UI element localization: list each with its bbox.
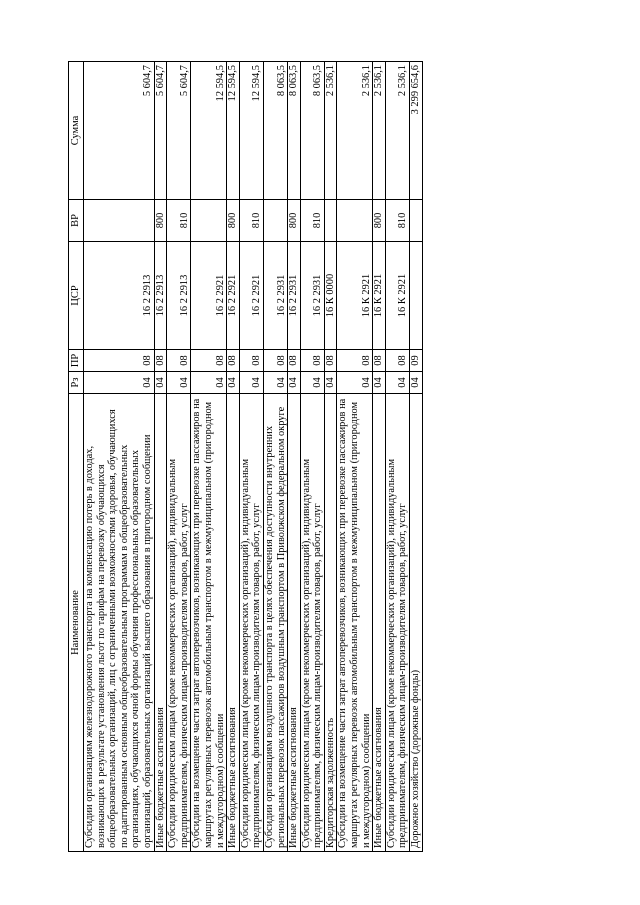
cell-name: Субсидии юридическим лицам (кроме некоммерческих организаций), индивидуальным предпринимателям, физическим лицам-производителям товаров, работ, услуг [385,394,409,852]
cell-pr: 08 [385,350,409,372]
cell-pr: 08 [263,350,287,372]
header-csr: ЦСР [69,242,84,350]
cell-rz: 04 [167,372,191,394]
cell-rz: 04 [324,372,337,394]
cell-vr [263,200,287,242]
cell-name: Субсидии на возмещение части затрат автоперевозчиков, возникающих при перевозке пассажиров на маршрутах регулярных перевозок автомобильным транспортом в межмуниципальном (пригородном и междугородном) сообщении [191,394,227,852]
cell-rz: 04 [239,372,263,394]
cell-csr: 16 К 2921 [385,242,409,350]
table-row [373,62,386,852]
header-name: Наименование [69,394,84,852]
table-row [337,62,373,852]
cell-sum: 3 299 654,6 [410,62,423,200]
cell-sum: 2 536,1 [385,62,409,200]
cell-vr [410,200,423,242]
header-pr: ПР [69,350,84,372]
cell-rz: 04 [300,372,324,394]
cell-name: Иные бюджетные ассигнования [373,394,386,852]
cell-vr [324,200,337,242]
cell-rz: 04 [263,372,287,394]
cell-pr: 08 [227,350,240,372]
cell-vr [84,200,155,242]
cell-rz: 04 [373,372,386,394]
cell-name: Субсидии юридическим лицам (кроме некоммерческих организаций), индивидуальным предпринимателям, физическим лицам-производителям товаров, работ, услуг [300,394,324,852]
table-row [227,62,240,852]
cell-sum: 8 063,5 [288,62,301,200]
cell-csr: 16 2 2931 [263,242,287,350]
header-sum: Сумма [69,62,84,200]
header-rz: Рз [69,372,84,394]
cell-vr: 800 [288,200,301,242]
cell-name: Субсидии на возмещение части затрат автоперевозчиков, возникающих при перевозке пассажиров на маршрутах регулярных перевозок автомобильным транспортом в межмуниципальном (пригородном и междугородном) сообщении [337,394,373,852]
cell-vr: 810 [385,200,409,242]
cell-sum: 12 594,5 [191,62,227,200]
cell-rz: 04 [410,372,423,394]
cell-csr: 16 2 2913 [167,242,191,350]
cell-rz: 04 [84,372,155,394]
cell-vr: 810 [239,200,263,242]
cell-name: Иные бюджетные ассигнования [288,394,301,852]
cell-csr: 16 2 2931 [300,242,324,350]
cell-csr [410,242,423,350]
table-row [410,62,423,852]
cell-rz: 04 [385,372,409,394]
table-row [324,62,337,852]
cell-name: Дорожное хозяйство (дорожные фонды) [410,394,423,852]
cell-pr: 08 [239,350,263,372]
budget-table [68,61,423,852]
cell-vr: 810 [300,200,324,242]
header-vr: ВР [69,200,84,242]
cell-name: Субсидии юридическим лицам (кроме некоммерческих организаций), индивидуальным предпринимателям, физическим лицам-производителям товаров, работ, услуг [239,394,263,852]
table-row [154,62,167,852]
cell-vr: 800 [373,200,386,242]
table-body [84,62,423,852]
cell-sum: 8 063,5 [300,62,324,200]
cell-pr: 08 [167,350,191,372]
table-row [288,62,301,852]
cell-sum: 5 604,7 [84,62,155,200]
cell-csr: 16 2 2921 [239,242,263,350]
cell-sum: 2 536,1 [324,62,337,200]
cell-csr: 16 2 2931 [288,242,301,350]
cell-csr: 16 2 2913 [84,242,155,350]
cell-rz: 04 [227,372,240,394]
cell-pr: 08 [84,350,155,372]
cell-pr: 08 [191,350,227,372]
cell-pr: 08 [300,350,324,372]
table-row [385,62,409,852]
cell-rz: 04 [337,372,373,394]
cell-name: Субсидии организациям железнодорожного транспорта на компенсацию потерь в доходах, возникающих в результате установления льгот по тарифам на перевозку обучающихся общеобразовательных организаций, лиц с ограниченными возможностями здоровья, обучающихся по адаптированным основным общеобразовательным программам в общеобразовательных организациях, обучающихся очной формы обучения профессиональных образовательных организаций, образовательных организаций высшего образования в пригородном сообщении [84,394,155,852]
cell-pr: 08 [154,350,167,372]
cell-sum: 12 594,5 [227,62,240,200]
cell-vr [191,200,227,242]
table-row [263,62,287,852]
cell-csr: 16 К 0000 [324,242,337,350]
cell-sum: 2 536,1 [337,62,373,200]
cell-name: Субсидии юридическим лицам (кроме некоммерческих организаций), индивидуальным предпринимателям, физическим лицам-производителям товаров, работ, услуг [167,394,191,852]
cell-csr: 16 К 2921 [373,242,386,350]
cell-rz: 04 [288,372,301,394]
table-row [84,62,155,852]
cell-pr: 09 [410,350,423,372]
cell-pr: 08 [324,350,337,372]
table-row [191,62,227,852]
table-row [300,62,324,852]
cell-sum: 12 594,5 [239,62,263,200]
cell-sum: 5 604,7 [167,62,191,200]
cell-vr [337,200,373,242]
cell-name: Кредиторская задолженность [324,394,337,852]
cell-sum: 2 536,1 [373,62,386,200]
cell-vr: 800 [227,200,240,242]
cell-name: Иные бюджетные ассигнования [154,394,167,852]
cell-vr: 810 [167,200,191,242]
cell-pr: 08 [288,350,301,372]
cell-csr: 16 2 2921 [227,242,240,350]
cell-csr: 16 2 2921 [191,242,227,350]
cell-name: Иные бюджетные ассигнования [227,394,240,852]
cell-csr: 16 2 2913 [154,242,167,350]
table-row [167,62,191,852]
cell-pr: 08 [337,350,373,372]
cell-name: Субсидии организациям воздушного транспорта в целях обеспечения доступности внутренних региональных перевозок пассажиров воздушным транспортом в Приволжском федеральном округе [263,394,287,852]
cell-rz: 04 [154,372,167,394]
cell-sum: 8 063,5 [263,62,287,200]
cell-csr: 16 К 2921 [337,242,373,350]
cell-pr: 08 [373,350,386,372]
table-row [239,62,263,852]
cell-vr: 800 [154,200,167,242]
table-header-row [69,62,84,852]
cell-sum: 5 604,7 [154,62,167,200]
cell-rz: 04 [191,372,227,394]
